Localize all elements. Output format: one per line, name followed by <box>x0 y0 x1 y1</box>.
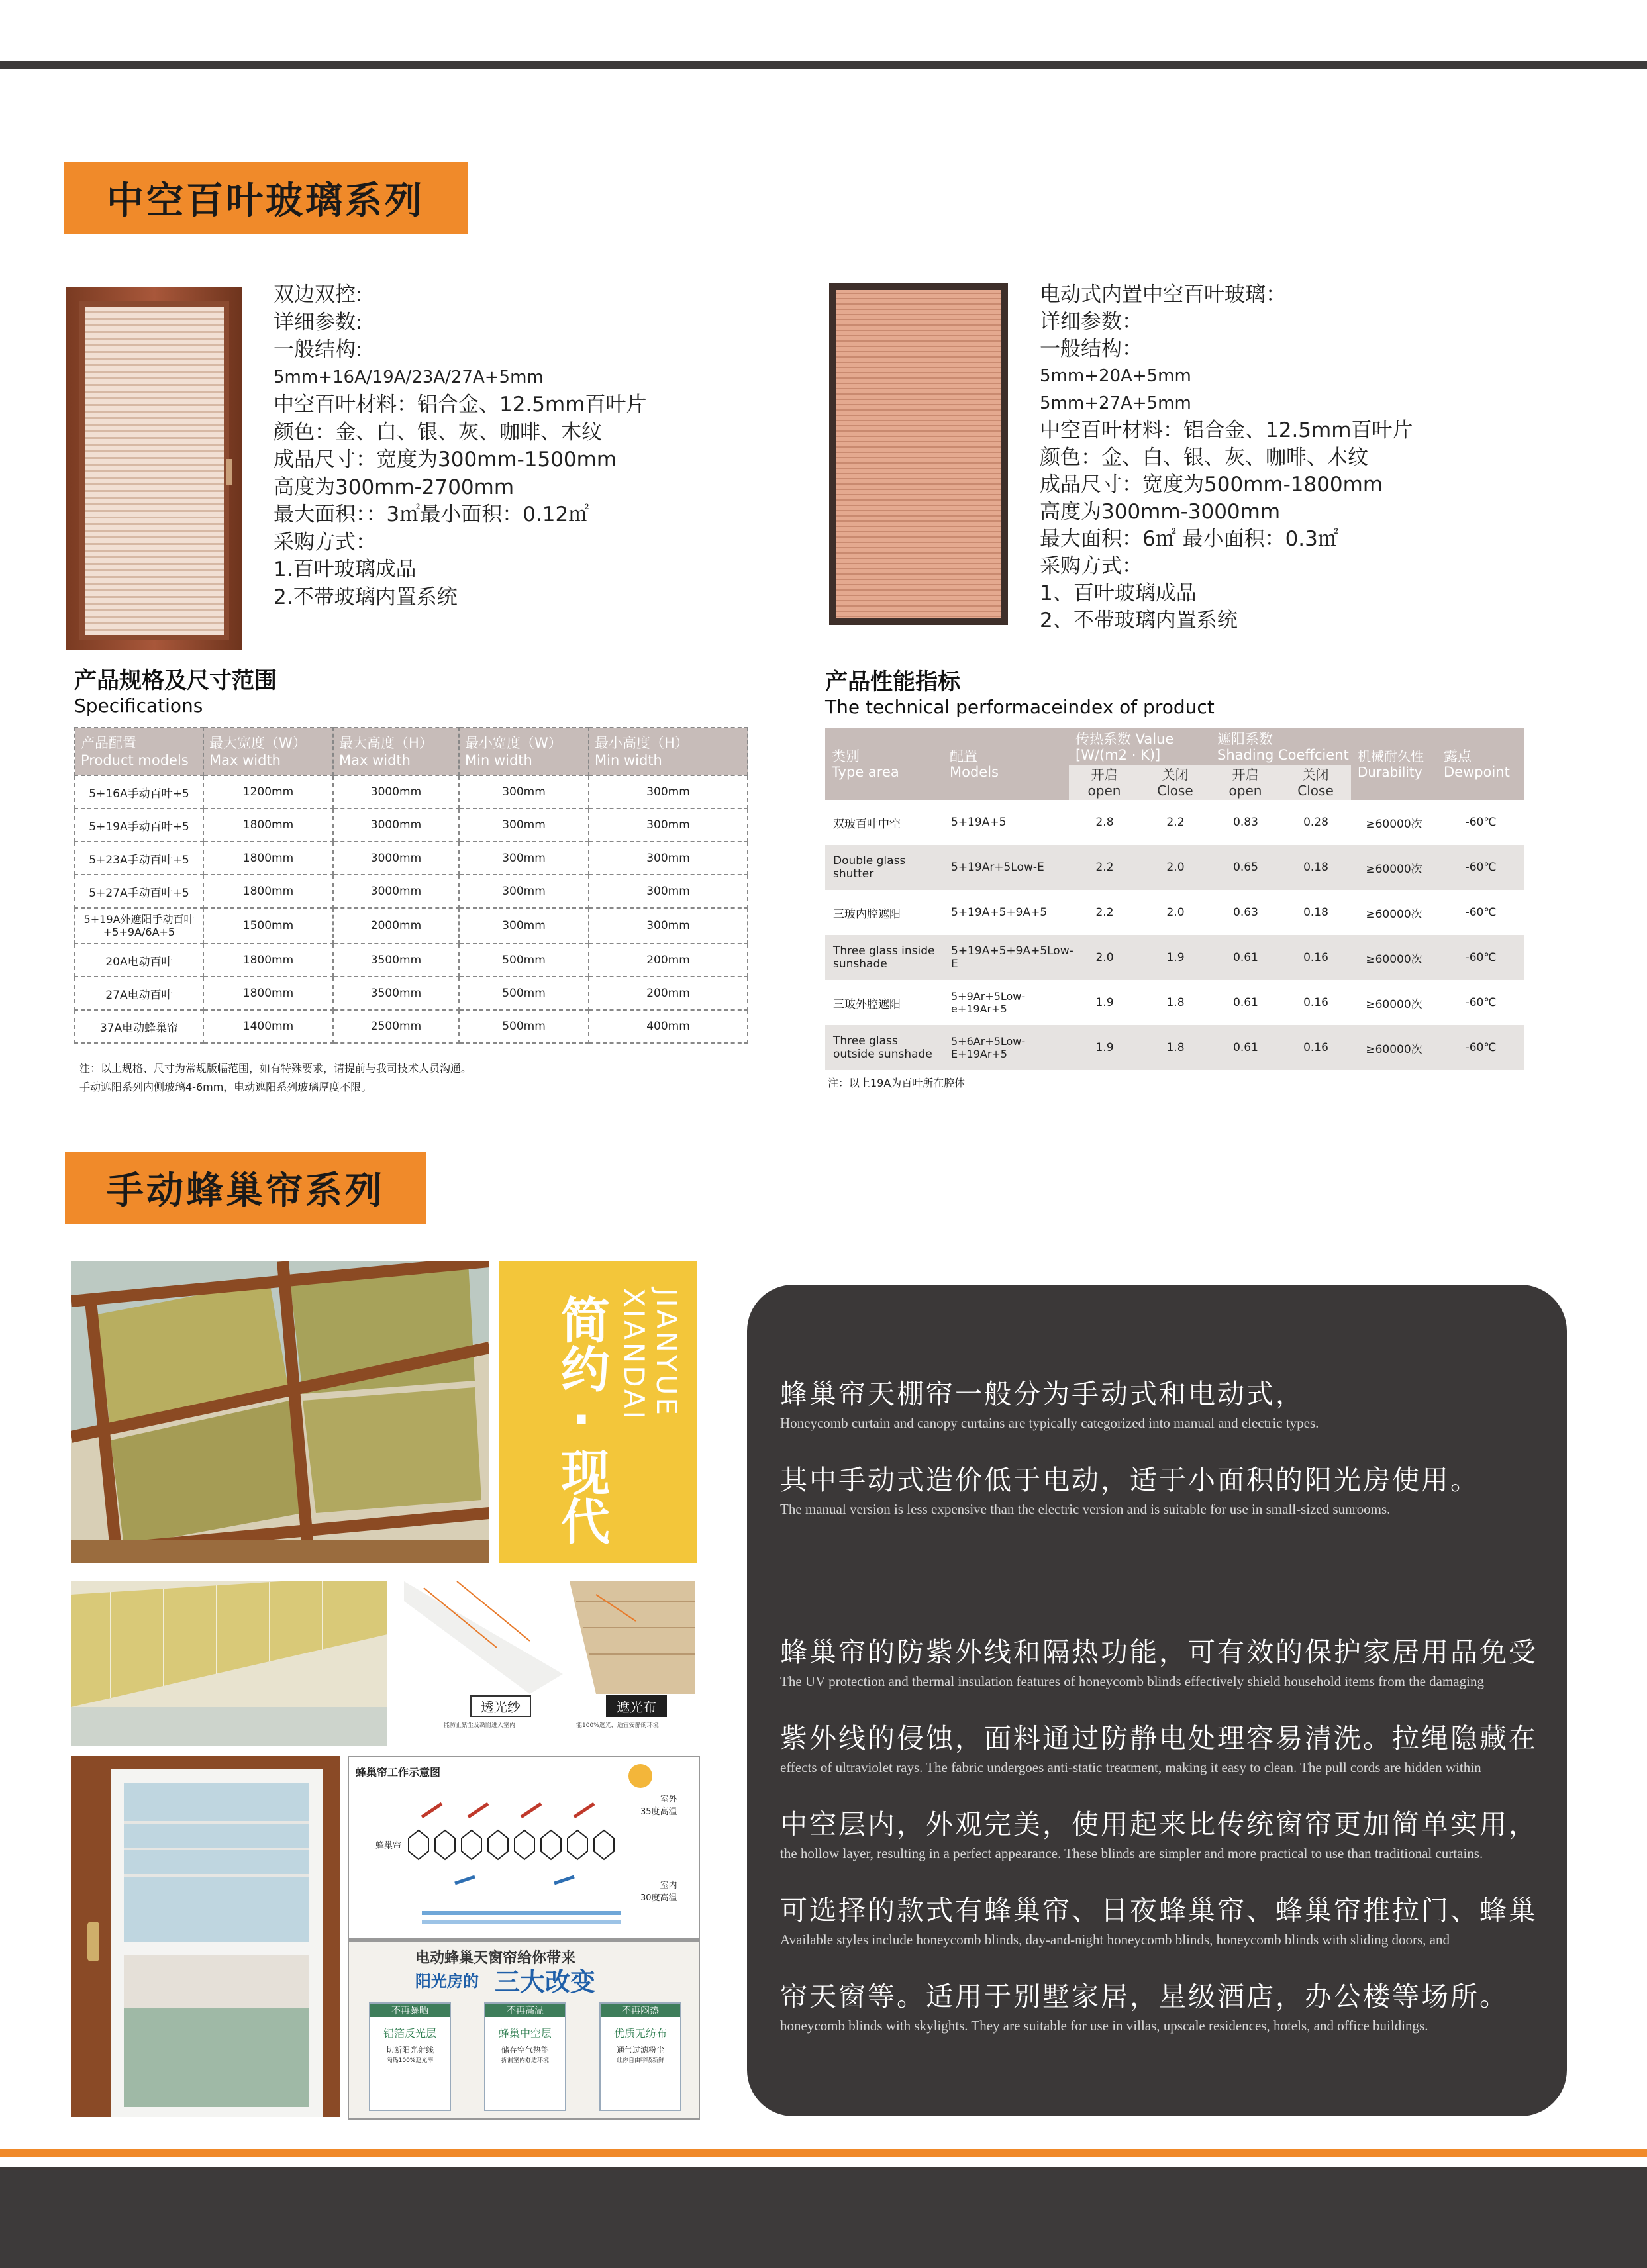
pleated-ceiling-photo <box>71 1575 387 1746</box>
diagram-indoor-label: 室内 <box>660 1881 677 1891</box>
perf-table-note: 注：以上19A为百叶所在腔体 <box>828 1077 966 1089</box>
style-card <box>499 1261 697 1563</box>
promo-card <box>484 2002 566 2111</box>
diagram-outdoor-label: 室外 <box>660 1795 677 1804</box>
table-cell: 400mm <box>589 1010 748 1043</box>
col-header-min-height: 最小高度（H） Min width <box>589 728 748 775</box>
promo-three-changes <box>348 1940 700 2120</box>
col-header-type: 类别 Type area <box>825 728 943 800</box>
diagram-blind-label: 蜂巢帘 <box>375 1841 402 1851</box>
table-cell: 300mm <box>459 775 589 809</box>
table-row <box>75 1010 748 1043</box>
style-card-dot: · <box>572 1391 591 1448</box>
promo-card-sub: 让你自由呼吸新鲜 <box>616 2057 664 2064</box>
diagram-title: 蜂巢帘工作示意图 <box>356 1766 441 1779</box>
description-paragraph <box>780 1372 1319 1432</box>
perf-table-title-cn: 产品性能指标 <box>825 669 960 695</box>
promo-card-sub: 切断阳光射线 <box>385 2046 434 2055</box>
table-row <box>825 890 1524 935</box>
sub-header-close: 关闭 Close <box>1140 765 1211 800</box>
table-cell: 0.28 <box>1281 800 1351 845</box>
table-cell: 0.16 <box>1281 935 1351 980</box>
table-cell: 300mm <box>589 809 748 842</box>
table-cell: 5+6Ar+5Low-E+19Ar+5 <box>943 1025 1069 1070</box>
table-cell: 0.65 <box>1211 845 1281 890</box>
spec-line: 电动式内置中空百叶玻璃： <box>1040 283 1286 307</box>
spec-line: 1、百叶玻璃成品 <box>1040 581 1197 605</box>
table-cell: 0.61 <box>1211 980 1281 1025</box>
description-paragraph <box>780 1889 1538 1948</box>
promo-card-sub: 折漏室内舒适环境 <box>501 2057 549 2064</box>
spec-line: 颜色：金、白、银、灰、咖啡、木纹 <box>274 420 602 444</box>
spec-line: 成品尺寸：宽度为500mm-1800mm <box>1040 473 1383 497</box>
table-cell: ≥60000次 <box>1351 800 1437 845</box>
promo-card-sub: 储存空气热能 <box>501 2046 549 2055</box>
table-cell: 2.2 <box>1069 845 1140 890</box>
spec-line: 1.百叶玻璃成品 <box>274 558 417 581</box>
table-cell: 3000mm <box>333 842 459 875</box>
description-cn: 中空层内，外观完美，使用起来比传统窗帘更加简单实用， <box>780 1808 1538 1840</box>
table-cell: 3000mm <box>333 875 459 908</box>
note-line: 手动遮阳系列内侧玻璃4-6mm，电动遮阳系列玻璃厚度不限。 <box>79 1081 372 1093</box>
table-row <box>825 980 1524 1025</box>
table-cell: 2.0 <box>1140 845 1211 890</box>
spec-line: 一般结构: <box>274 338 363 362</box>
table-cell: 5+19A+5 <box>943 800 1069 845</box>
style-card-cn-line1: 简约 <box>553 1295 610 1393</box>
col-header-models: 配置 Models <box>943 728 1069 800</box>
perf-table <box>825 728 1524 1070</box>
table-cell: 1800mm <box>203 944 333 977</box>
spec-line: 高度为300mm-2700mm <box>274 475 515 499</box>
table-cell: 300mm <box>589 875 748 908</box>
spec-table-title-en: Specifications <box>74 695 203 716</box>
table-cell: 500mm <box>459 977 589 1010</box>
spec-table-header-row <box>75 728 748 775</box>
table-cell: 300mm <box>459 842 589 875</box>
description-cn: 其中手动式造价低于电动，适于小面积的阳光房使用。 <box>780 1464 1479 1496</box>
spec-line: 详细参数: <box>274 310 363 334</box>
table-cell: 0.61 <box>1211 935 1281 980</box>
top-divider <box>0 61 1647 69</box>
promo-line2b: 三大改变 <box>495 1967 596 1997</box>
table-cell: 三玻外腔遮阳 <box>825 980 943 1025</box>
table-cell: 5+27A手动百叶+5 <box>75 875 203 908</box>
spec-line: 采购方式： <box>1040 554 1142 578</box>
table-cell: ≥60000次 <box>1351 890 1437 935</box>
spec-line: 成品尺寸：宽度为300mm-1500mm <box>274 448 617 471</box>
table-cell: 0.61 <box>1211 1025 1281 1070</box>
table-cell: 5+19Ar+5Low-E <box>943 845 1069 890</box>
table-cell: 300mm <box>459 875 589 908</box>
promo-card-top: 不再暴晒 <box>370 2004 450 2017</box>
product-image-electric-louver <box>829 283 1008 625</box>
description-paragraph <box>780 1975 1509 2034</box>
table-cell: 500mm <box>459 1010 589 1043</box>
table-cell: 5+16A手动百叶+5 <box>75 775 203 809</box>
promo-card-sub: 通气过滤粉尘 <box>616 2046 664 2055</box>
description-paragraph <box>780 1458 1479 1518</box>
promo-card-title: 铝箔反光层 <box>383 2027 436 2040</box>
table-cell: -60℃ <box>1437 890 1524 935</box>
spec-line: 详细参数： <box>1040 310 1142 334</box>
table-cell: 0.18 <box>1281 890 1351 935</box>
window-blind-photo <box>71 1756 340 2117</box>
spec-table-title-cn: 产品规格及尺寸范围 <box>74 667 277 694</box>
description-en: The UV protection and thermal insulation features of honeycomb blinds effectively shield household items from the damaging <box>780 1673 1484 1689</box>
spec-line: 中空百叶材料：铝合金、12.5mm百叶片 <box>274 393 647 417</box>
col-header-product: 产品配置 Product models <box>75 728 203 775</box>
table-cell: ≥60000次 <box>1351 845 1437 890</box>
promo-line1: 电动蜂巢天窗帘给你带来 <box>415 1949 576 1967</box>
table-cell: 2.8 <box>1069 800 1140 845</box>
table-cell: 5+19A外遮阳手动百叶+5+9A/6A+5 <box>75 908 203 944</box>
description-en: The manual version is less expensive than the electric version and is suitable for use in small-sized sunrooms. <box>780 1501 1391 1517</box>
description-en: honeycomb blinds with skylights. They are suitable for use in villas, upscale residences, hotels, and office buildings. <box>780 2018 1428 2034</box>
spec-line: 2.不带玻璃内置系统 <box>274 585 458 609</box>
table-cell: 500mm <box>459 944 589 977</box>
table-cell: 200mm <box>589 944 748 977</box>
spec-line: 双边双控: <box>274 283 363 307</box>
table-row <box>825 1025 1524 1070</box>
spec-line: 中空百叶材料：铝合金、12.5mm百叶片 <box>1040 419 1413 442</box>
table-row <box>75 842 748 875</box>
description-paragraph <box>780 1630 1538 1690</box>
spec-line: 一般结构： <box>1040 337 1142 361</box>
table-cell: 300mm <box>589 775 748 809</box>
section-title-honeycomb-blinds <box>65 1152 426 1224</box>
spec-line: 2、不带玻璃内置系统 <box>1040 609 1238 632</box>
table-cell: 0.18 <box>1281 845 1351 890</box>
table-cell: 3000mm <box>333 775 459 809</box>
style-card-cn-line2: 现代 <box>553 1447 610 1545</box>
table-cell: 1.9 <box>1069 980 1140 1025</box>
spec-table <box>74 727 748 1044</box>
table-cell: 2000mm <box>333 908 459 944</box>
table-row <box>75 875 748 908</box>
table-cell: 300mm <box>589 908 748 944</box>
table-cell: 2.2 <box>1140 800 1211 845</box>
note-line: 注：以上规格、尺寸为常规版幅范围，如有特殊要求，请提前与我司技术人员沟通。 <box>79 1062 472 1075</box>
table-cell: -60℃ <box>1437 935 1524 980</box>
spec-line: 5mm+20A+5mm <box>1040 366 1191 386</box>
description-cn: 可选择的款式有蜂巢帘、日夜蜂巢帘、蜂巢帘推拉门、蜂巢 <box>780 1895 1538 1926</box>
promo-card <box>369 2002 451 2111</box>
promo-line2a: 阳光房的 <box>415 1972 479 1991</box>
table-cell: 300mm <box>459 908 589 944</box>
table-cell: 0.83 <box>1211 800 1281 845</box>
fabric-samples-image <box>397 1575 697 1746</box>
col-header-min-width: 最小宽度（W） Min width <box>459 728 589 775</box>
table-cell: 0.16 <box>1281 980 1351 1025</box>
table-cell: 2.2 <box>1069 890 1140 935</box>
sub-header-close: 关闭 Close <box>1281 765 1351 800</box>
diagram-outdoor-temp: 35度高温 <box>640 1807 677 1817</box>
style-card-cn <box>552 1295 611 1545</box>
table-cell: 2.0 <box>1069 935 1140 980</box>
spec-line: 采购方式： <box>274 530 376 554</box>
perf-header-row <box>825 728 1524 765</box>
fabric-label-blackout: 遮光布 <box>606 1695 667 1717</box>
table-cell: 1400mm <box>203 1010 333 1043</box>
table-cell: 200mm <box>589 977 748 1010</box>
table-cell: 300mm <box>459 809 589 842</box>
spec-line: 最大面积：：3㎡最小面积：0.12㎡ <box>274 503 589 526</box>
spec-line: 5mm+16A/19A/23A/27A+5mm <box>274 367 544 387</box>
table-row <box>75 775 748 809</box>
spec-line: 最大面积：6㎡ 最小面积：0.3㎡ <box>1040 527 1338 551</box>
table-cell: 1.8 <box>1140 980 1211 1025</box>
col-header-shading: 遮阳系数 Shading Coeffcient <box>1211 728 1351 765</box>
description-en: Available styles include honeycomb blinds, day-and-night honeycomb blinds, honeycomb blinds with sliding doors, and <box>780 1932 1450 1948</box>
spec-table-notes <box>79 1060 472 1097</box>
table-cell: 0.16 <box>1281 1025 1351 1070</box>
sub-header-open: 开启 open <box>1211 765 1281 800</box>
diagram-indoor <box>640 1878 677 1903</box>
table-cell: 1.8 <box>1140 1025 1211 1070</box>
table-cell: 3000mm <box>333 809 459 842</box>
table-cell: Three glass inside sunshade <box>825 935 943 980</box>
table-row <box>75 944 748 977</box>
description-cn: 蜂巢帘的防紫外线和隔热功能，可有效的保护家居用品免受 <box>780 1636 1538 1668</box>
bottom-accent-line <box>0 2149 1647 2157</box>
bottom-footer-bar <box>0 2167 1647 2268</box>
col-header-dewpoint: 露点 Dewpoint <box>1437 728 1524 800</box>
promo-card-sub: 隔热100%遮光率 <box>386 2057 434 2064</box>
fabric-sub-blackout: 能100%遮光，适宜安静的环境 <box>576 1722 659 1729</box>
table-cell: -60℃ <box>1437 980 1524 1025</box>
left-spec-text <box>274 281 750 611</box>
table-row <box>825 845 1524 890</box>
product-image-louver-door <box>66 287 242 650</box>
section-title-text: 中空百叶玻璃系列 <box>107 179 424 222</box>
description-cn: 紫外线的侵蚀，面料通过防静电处理容易清洗。拉绳隐藏在 <box>780 1722 1538 1754</box>
table-cell: 3500mm <box>333 977 459 1010</box>
table-cell: 1800mm <box>203 977 333 1010</box>
diagram-indoor-temp: 30度高温 <box>640 1893 677 1903</box>
table-cell: ≥60000次 <box>1351 1025 1437 1070</box>
description-cn: 帘天窗等。适用于别墅家居，星级酒店，办公楼等场所。 <box>780 1981 1509 2012</box>
table-cell: 3500mm <box>333 944 459 977</box>
table-cell: -60℃ <box>1437 1025 1524 1070</box>
table-row <box>75 977 748 1010</box>
table-cell: 5+19A+5+9A+5 <box>943 890 1069 935</box>
description-en: effects of ultraviolet rays. The fabric undergoes anti-static treatment, making it easy to clean. The pull cords are hidden within <box>780 1759 1481 1775</box>
col-header-durability: 机械耐久性 Durability <box>1351 728 1437 800</box>
table-row <box>825 800 1524 845</box>
honeycomb-diagram <box>348 1756 700 1940</box>
table-cell: 2.0 <box>1140 890 1211 935</box>
table-cell: 1800mm <box>203 809 333 842</box>
table-cell: 5+23A手动百叶+5 <box>75 842 203 875</box>
table-cell: 300mm <box>589 842 748 875</box>
table-cell: 1800mm <box>203 875 333 908</box>
promo-card-top: 不再高温 <box>485 2004 565 2017</box>
table-cell: 0.63 <box>1211 890 1281 935</box>
perf-table-heading <box>825 664 1215 718</box>
table-cell: 1.9 <box>1140 935 1211 980</box>
table-cell: ≥60000次 <box>1351 980 1437 1025</box>
table-cell: Three glass outside sunshade <box>825 1025 943 1070</box>
spec-line: 5mm+27A+5mm <box>1040 393 1191 413</box>
description-en: Honeycomb curtain and canopy curtains are typically categorized into manual and electric types. <box>780 1415 1319 1431</box>
table-cell: 5+9Ar+5Low-e+19Ar+5 <box>943 980 1069 1025</box>
table-row <box>825 935 1524 980</box>
spec-line: 高度为300mm-3000mm <box>1040 500 1281 524</box>
promo-card-top: 不再闷热 <box>601 2004 680 2017</box>
table-cell: 双玻百叶中空 <box>825 800 943 845</box>
section-title-text: 手动蜂巢帘系列 <box>107 1169 385 1212</box>
spec-line: 颜色：金、白、银、灰、咖啡、木纹 <box>1040 446 1368 469</box>
spec-table-heading <box>74 662 277 716</box>
table-cell: 1500mm <box>203 908 333 944</box>
promo-card-title: 蜂巢中空层 <box>498 2027 552 2040</box>
sub-header-open: 开启 open <box>1069 765 1140 800</box>
fabric-sub-sheer: 能防止紫尘及黏附进入室内 <box>444 1722 516 1729</box>
promo-card <box>599 2002 681 2111</box>
fabric-label-sheer: 透光纱 <box>470 1695 531 1717</box>
table-cell: 三玻内腔遮阳 <box>825 890 943 935</box>
table-cell: 5+19A+5+9A+5Low-E <box>943 935 1069 980</box>
right-spec-text <box>1040 281 1543 634</box>
diagram-outdoor <box>640 1792 677 1817</box>
table-cell: 37A电动蜂巢帘 <box>75 1010 203 1043</box>
section-title-hollow-louver-glass <box>64 162 468 234</box>
table-cell: 1200mm <box>203 775 333 809</box>
table-cell: ≥60000次 <box>1351 935 1437 980</box>
description-card <box>747 1285 1567 2116</box>
col-header-value: 传热系数 Value [W/(m2 · K)] <box>1069 728 1211 765</box>
table-cell: 27A电动百叶 <box>75 977 203 1010</box>
sunroom-ceiling-photo <box>71 1261 489 1563</box>
col-header-max-width: 最大宽度（W） Max width <box>203 728 333 775</box>
description-paragraph <box>780 1716 1538 1776</box>
perf-table-title-en: The technical performaceindex of product <box>825 696 1215 718</box>
col-header-max-height: 最大高度（H） Max width <box>333 728 459 775</box>
table-row <box>75 908 748 944</box>
promo-card-title: 优质无纺布 <box>613 2027 667 2040</box>
table-cell: Double glass shutter <box>825 845 943 890</box>
table-cell: 2500mm <box>333 1010 459 1043</box>
description-cn: 蜂巢帘天棚帘一般分为手动式和电动式， <box>780 1378 1305 1410</box>
table-row <box>75 809 748 842</box>
table-cell: -60℃ <box>1437 845 1524 890</box>
description-en: the hollow layer, resulting in a perfect appearance. These blinds are simpler and more practical to use than traditional curtains. <box>780 1846 1483 1861</box>
table-cell: 1.9 <box>1069 1025 1140 1070</box>
table-cell: 5+19A手动百叶+5 <box>75 809 203 842</box>
table-cell: 20A电动百叶 <box>75 944 203 977</box>
description-paragraph <box>780 1802 1538 1862</box>
table-cell: -60℃ <box>1437 800 1524 845</box>
table-cell: 1800mm <box>203 842 333 875</box>
style-card-en: JIANYUE XIANDAI <box>618 1288 683 1422</box>
